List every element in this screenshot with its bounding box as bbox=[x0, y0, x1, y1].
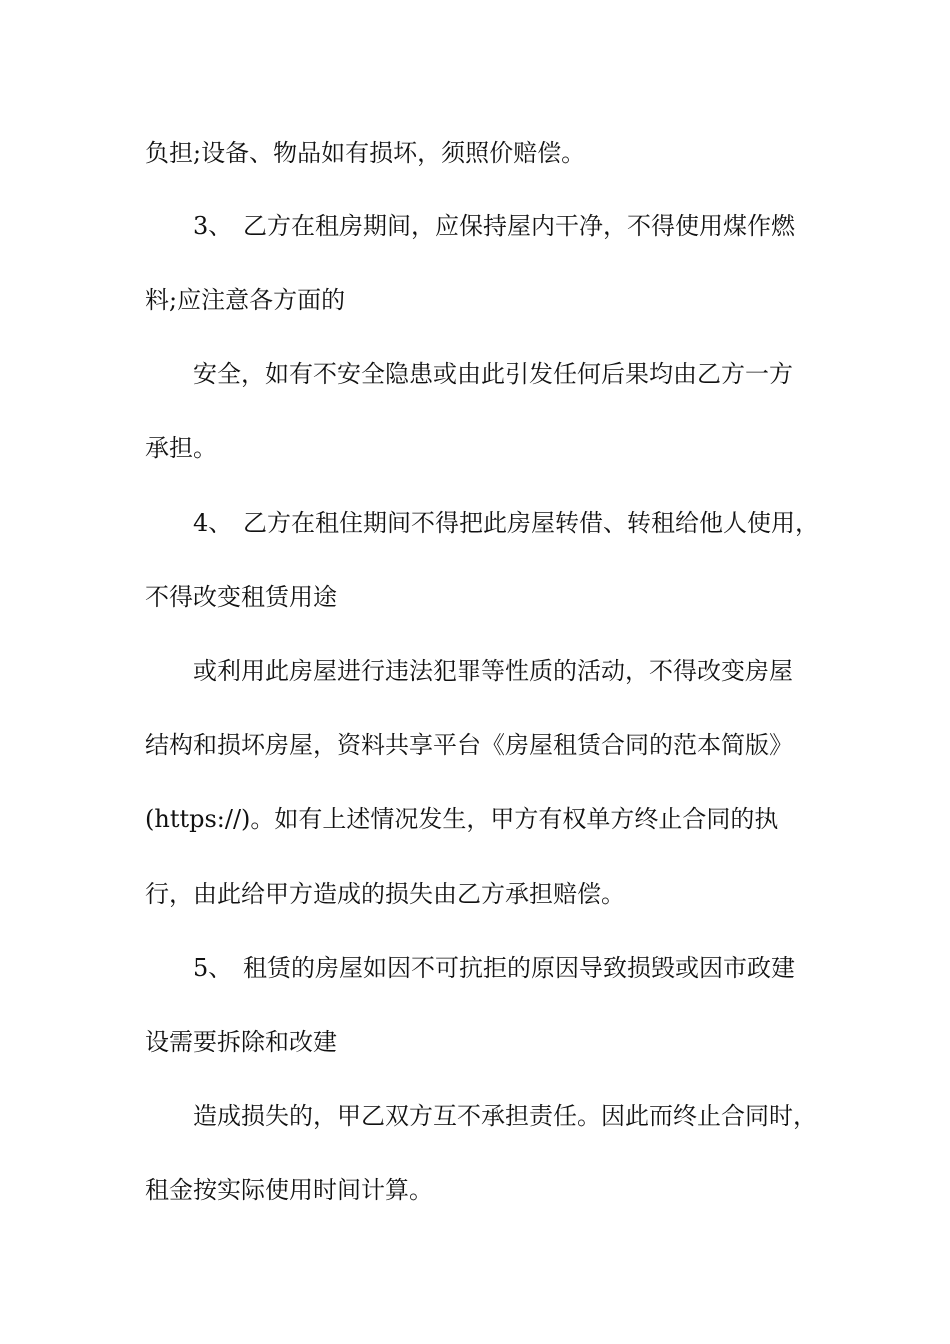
clause-number: 5、 bbox=[193, 954, 233, 982]
clause-4 bbox=[193, 507, 873, 539]
clause-3 bbox=[193, 210, 873, 242]
text-line: 租赁的房屋如因不可抗拒的原因导致损毁或因市政建 bbox=[243, 954, 795, 982]
text-line: 或利用此房屋进行违法犯罪等性质的活动，不得改变房屋 bbox=[193, 657, 793, 685]
text-line: 租金按实际使用时间计算。 bbox=[145, 1176, 433, 1204]
clause-number: 4、 bbox=[193, 509, 233, 537]
text-line: 乙方在租房期间，应保持屋内干净，不得使用煤作燃 bbox=[243, 212, 795, 240]
text-line: 行，由此给甲方造成的损失由乙方承担赔偿。 bbox=[145, 880, 625, 908]
text-line: (https://)。如有上述情况发生，甲方有权单方终止合同的执 bbox=[145, 805, 779, 833]
text-line: 造成损失的，甲乙双方互不承担责任。因此而终止合同时， bbox=[193, 1102, 817, 1130]
clause-number: 3、 bbox=[193, 212, 233, 240]
text-line: 乙方在租住期间不得把此房屋转借、转租给他人使用， bbox=[243, 509, 819, 537]
clause-5 bbox=[193, 952, 873, 984]
text-line: 料;应注意各方面的 bbox=[145, 286, 346, 314]
text-line: 安全，如有不安全隐患或由此引发任何后果均由乙方一方 bbox=[193, 360, 793, 388]
text-line: 承担。 bbox=[145, 434, 217, 462]
text-line: 设需要拆除和改建 bbox=[145, 1028, 337, 1056]
text-line: 不得改变租赁用途 bbox=[145, 583, 337, 611]
text-line: 结构和损坏房屋，资料共享平台《房屋租赁合同的范本简版》 bbox=[145, 731, 793, 759]
text-line: 负担;设备、物品如有损坏，须照价赔偿。 bbox=[145, 139, 586, 167]
